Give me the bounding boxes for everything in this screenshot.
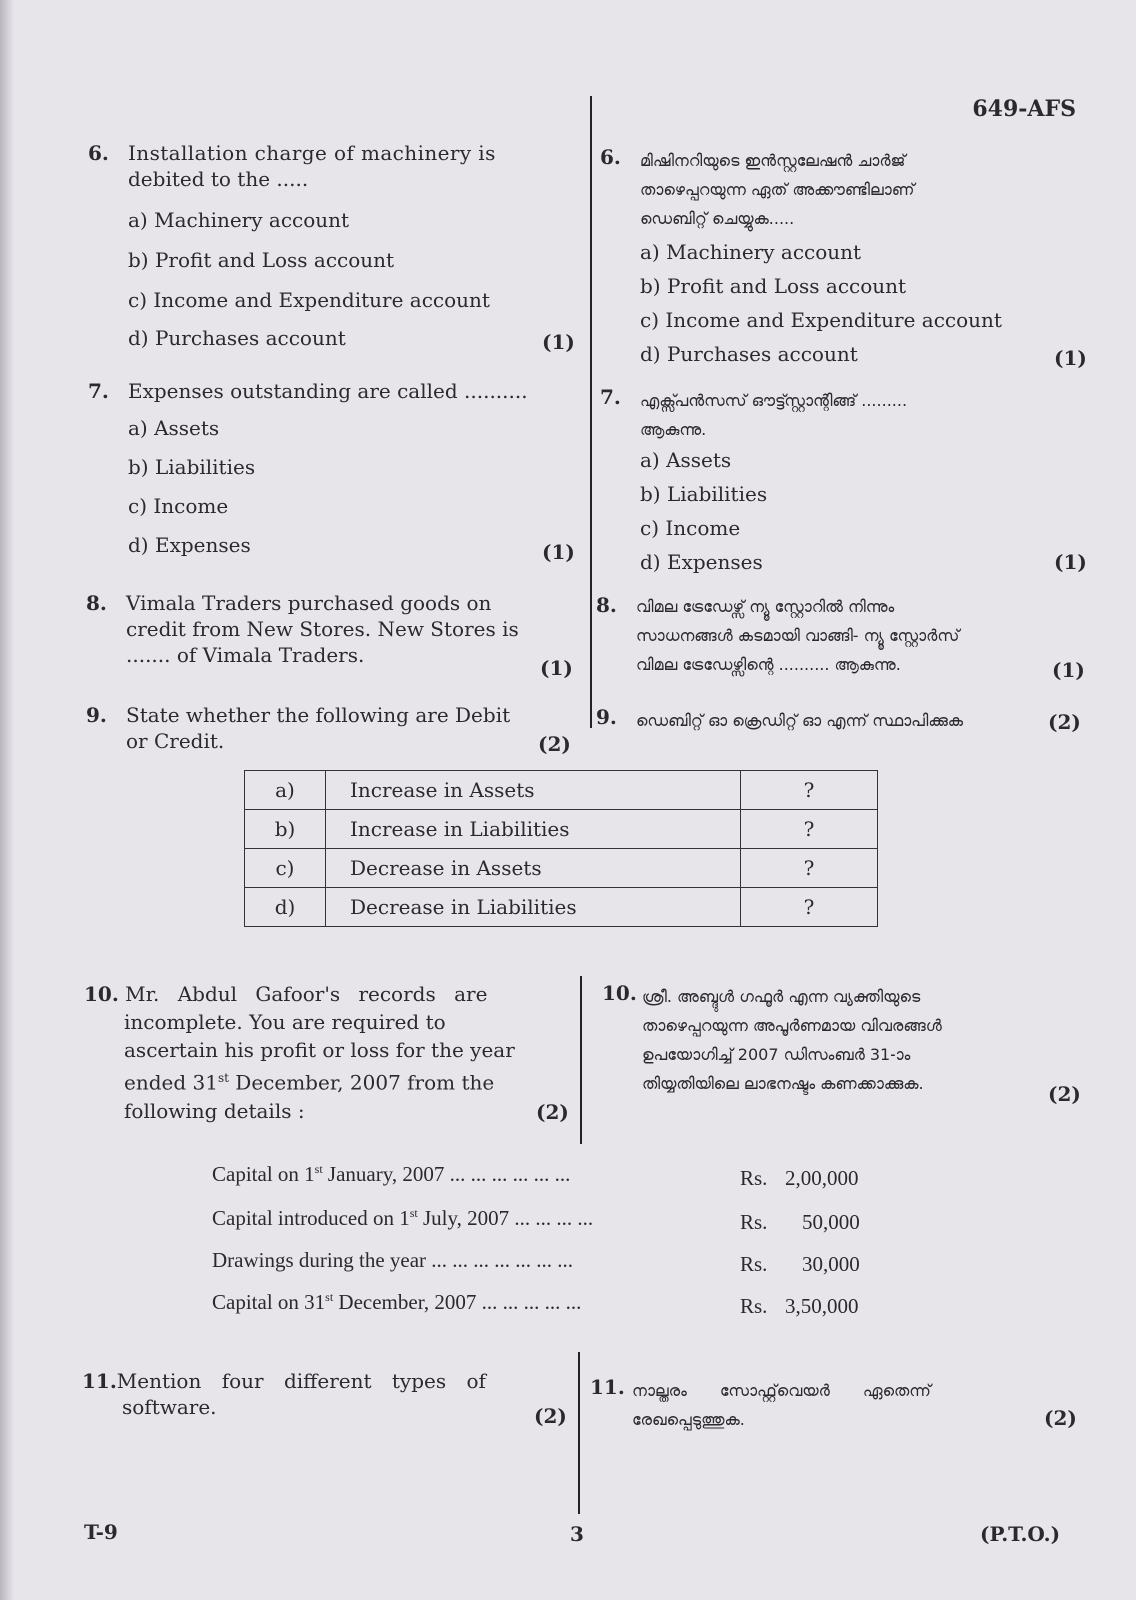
footer-code: T-9 [84,1520,118,1544]
column-divider-q11 [578,1352,580,1514]
q8-ml-line1: വിമല ട്രേഡേഴ്സ് ന്യൂ സ്റ്റോറിൽ നിന്നും [636,597,895,616]
q10-line2: incomplete. You are required to [124,1010,446,1034]
q7-number-ml: 7. [600,385,621,409]
detail-line-1: Capital on 1st January, 2007 ... ... ... ... ... ... [212,1162,571,1186]
q11-number: 11. [82,1369,117,1393]
q7-ml-line1: എക്സ്പൻസസ് ഔട്ട്സ്റ്റാന്റിങ്ങ് ......... [640,391,908,410]
detail-line-3: Drawings during the year ... ... ... ... ... ... ... [212,1248,574,1272]
q10-marks: (2) [536,1100,569,1124]
detail-rs-3: Rs. [740,1252,768,1276]
q7-english [88,378,528,404]
q7-option-a: a) Assets [128,416,220,440]
table-row [245,810,878,849]
q8-text-line3: ....... of Vimala Traders. [126,643,365,667]
q6-number-ml: 6. [600,145,621,169]
q11-ml-line2: രേഖപ്പെടുത്തുക. [632,1410,745,1429]
q7-ml-option-b: b) Liabilities [640,482,768,506]
q8-text-line2: credit from New Stores. New Stores is [126,617,519,641]
q6-text-line1: Installation charge of machinery is [128,141,496,165]
q9-malayalam: ഡെബിറ്റ് ഓ ക്രെഡിറ്റ് ഓ എന്ന് സ്ഥാപിക്കുക [636,711,964,730]
q11-english [82,1368,532,1420]
q10-ml-line1: ശ്രീ. അബ്ദുൾ ഗഫൂർ എന്ന വ്യക്തിയുടെ [642,987,921,1006]
q6-option-d: d) Purchases account [128,326,346,350]
detail-rs-4: Rs. [740,1294,768,1318]
q6-ml-line2: താഴെപ്പറയുന്ന ഏത് അക്കൗണ്ടിലാണ് [640,180,915,199]
q6-marks: (1) [542,330,575,354]
q7-malayalam [640,386,907,444]
table-row [245,849,878,888]
debit-credit-table [244,770,878,927]
q7-option-b: b) Liabilities [128,455,256,479]
q8-ml-marks: (1) [1052,658,1085,682]
q6-option-b: b) Profit and Loss account [128,248,395,272]
q6-ml-option-a: a) Machinery account [640,240,862,264]
table-row [245,771,878,810]
column-divider-q10 [580,976,582,1144]
q10-line5: following details : [124,1098,305,1123]
row-item: Increase in Assets [326,771,741,810]
q10-ml-line2: താഴെപ്പറയുന്ന അപൂർണമായ വിവരങ്ങൾ [642,1016,942,1035]
q10-number: 10. [84,982,119,1006]
q10-ml-marks: (2) [1048,1082,1081,1106]
q6-ml-line1: മിഷിനറിയുടെ ഇൻസ്റ്റലേഷൻ ചാർജ് [640,151,906,170]
q6-ml-option-d: d) Purchases account [640,342,858,366]
q6-ml-option-c: c) Income and Expenditure account [640,308,1002,332]
column-divider-top [590,96,592,728]
q10-ml-line4: തിയ്യതിയിലെ ലാഭനഷ്ടം കണക്കാക്കുക. [642,1074,924,1093]
q11-number-ml: 11. [590,1375,625,1399]
row-answer: ? [741,810,878,849]
q6-option-a: a) Machinery account [128,208,350,232]
page-number: 3 [570,1522,584,1546]
row-item: Decrease in Liabilities [326,888,741,927]
detail-line-2: Capital introduced on 1st July, 2007 ... ... ... ... [212,1206,594,1230]
q9-number: 9. [86,703,107,727]
q9-english [86,702,510,754]
q6-ml-marks: (1) [1054,346,1087,370]
q10-line1: Mr. Abdul Gafoor's records are [125,982,488,1006]
q10-english [84,980,534,1125]
detail-rs-2: Rs. [740,1210,768,1234]
q6-ml-line3: ഡെബിറ്റ് ചെയ്യുക..... [640,209,795,228]
q7-ml-option-c: c) Income [640,516,741,540]
q7-marks: (1) [542,540,575,564]
q7-number: 7. [88,379,109,403]
detail-amount-4: 3,50,000 [785,1294,859,1318]
q10-malayalam [642,982,942,1098]
q7-ml-line2: ആകുന്നു. [640,420,707,439]
q7-ml-option-a: a) Assets [640,448,732,472]
q8-malayalam [636,592,959,679]
q8-text-line1: Vimala Traders purchased goods on [126,591,492,615]
q8-number: 8. [86,591,107,615]
q8-ml-line2: സാധനങ്ങൾ കടമായി വാങ്ങി- ന്യൂ സ്റ്റോർസ് [636,626,960,645]
q8-ml-line3: വിമല ട്രേഡേഴ്സിന്റെ .......... ആകുന്നു. [636,655,901,674]
q10-line3: ascertain his profit or loss for the year [124,1038,515,1062]
q11-line1: Mention four different types of [116,1369,486,1393]
row-letter: c) [245,849,326,888]
q7-option-d: d) Expenses [128,533,251,557]
row-answer: ? [741,888,878,927]
q9-text-line2: or Credit. [126,729,225,753]
pto-label: (P.T.O.) [980,1522,1061,1546]
row-letter: a) [245,771,326,810]
q7-text: Expenses outstanding are called .......... [128,379,528,403]
q11-marks: (2) [534,1404,567,1428]
row-item: Decrease in Assets [326,849,741,888]
q10-ml-line3: ഉപയോഗിച്ച് 2007 ഡിസംബർ 31-ാം [642,1045,911,1064]
q8-marks: (1) [540,656,573,680]
page-edge-shadow [0,0,14,1600]
q9-number-ml: 9. [596,705,617,729]
q9-text-line1: State whether the following are Debit [126,703,511,727]
q9-ml-marks: (2) [1048,710,1081,734]
detail-rs-1: Rs. [740,1166,768,1190]
q8-english [86,590,519,668]
q7-ml-marks: (1) [1054,550,1087,574]
q6-malayalam [640,146,1040,233]
q6-english [88,140,548,192]
q7-option-c: c) Income [128,494,229,518]
detail-amount-2: 50,000 [802,1210,860,1234]
q8-number-ml: 8. [596,593,617,617]
q10-line4: ended 31st December, 2007 from the [124,1070,495,1095]
q11-malayalam [632,1376,931,1434]
q6-number: 6. [88,141,109,165]
detail-amount-3: 30,000 [802,1252,860,1276]
row-letter: d) [245,888,326,927]
detail-amount-1: 2,00,000 [785,1166,859,1190]
q6-text-line2: debited to the ..... [128,167,309,191]
q6-ml-option-b: b) Profit and Loss account [640,274,907,298]
q9-marks: (2) [538,732,571,756]
row-answer: ? [741,771,878,810]
paper-code: 649-AFS [972,96,1076,122]
q11-line2: software. [122,1395,217,1419]
row-answer: ? [741,849,878,888]
row-item: Increase in Liabilities [326,810,741,849]
row-letter: b) [245,810,326,849]
detail-line-4: Capital on 31st December, 2007 ... ... ... ... ... [212,1290,582,1314]
q7-ml-option-d: d) Expenses [640,550,763,574]
q11-ml-line1: നാല്തരം സോഫ്റ്റ്‌വെയർ ഏതെന്ന് [632,1381,931,1400]
q11-ml-marks: (2) [1044,1406,1077,1430]
q10-number-ml: 10. [602,981,637,1005]
q6-option-c: c) Income and Expenditure account [128,288,490,312]
table-row [245,888,878,927]
